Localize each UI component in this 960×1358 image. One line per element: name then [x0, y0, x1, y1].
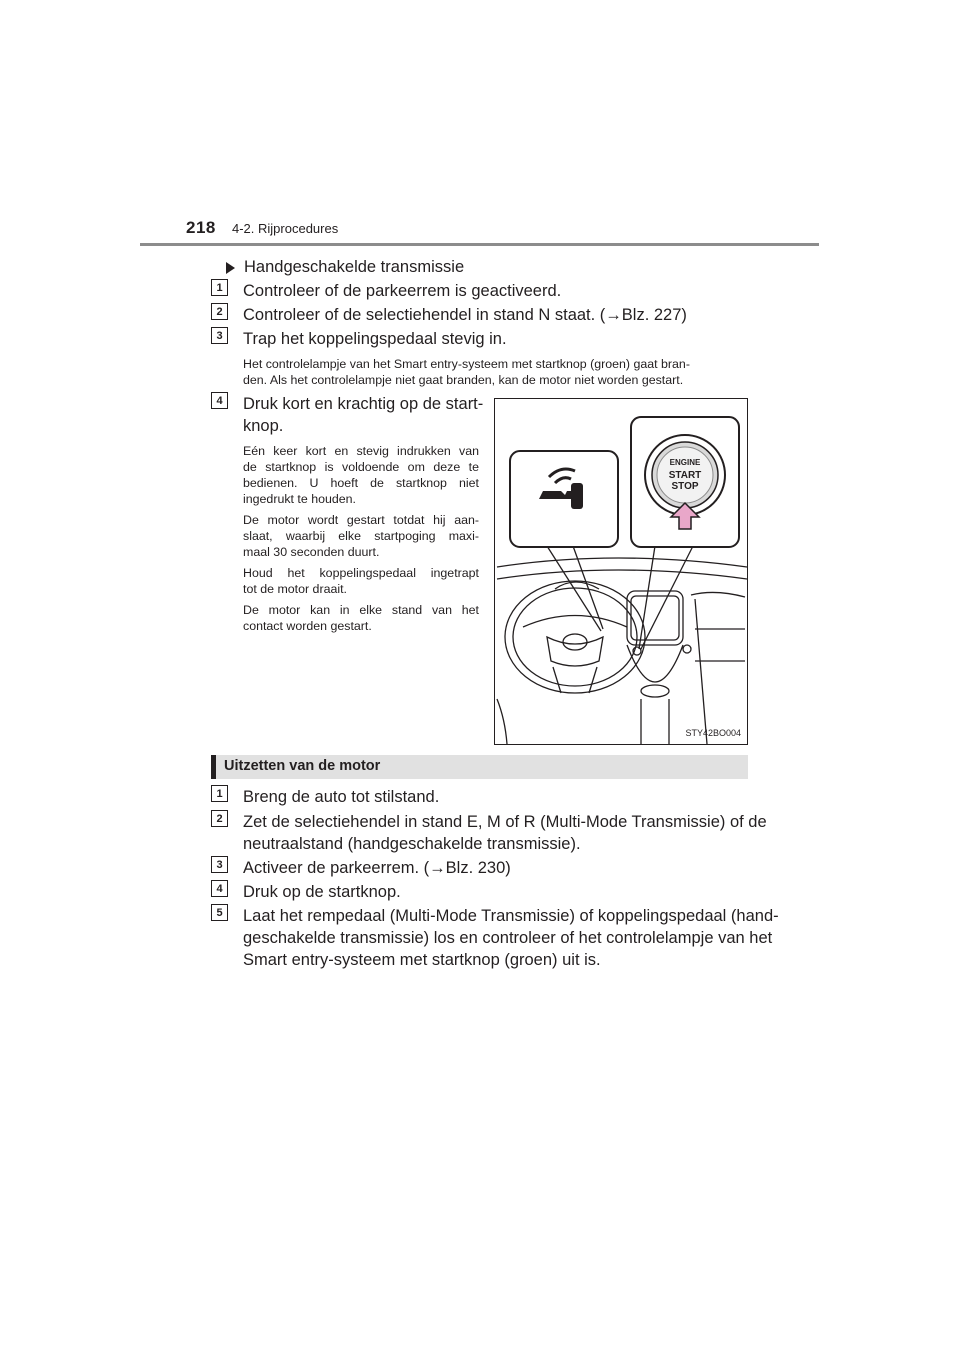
- note-line: Houd het koppelingspedaal ingetrapt: [243, 566, 479, 580]
- step-text: knop.: [243, 417, 284, 435]
- note-line: maal 30 seconden duurt.: [243, 545, 380, 559]
- step-number: 3: [211, 856, 228, 873]
- note-line: ingedrukt te houden.: [243, 492, 356, 506]
- bullet-triangle-icon: [226, 262, 235, 274]
- section-title: 4-2. Rijprocedures: [232, 221, 339, 236]
- button-label: STOP: [671, 481, 699, 492]
- step-text: Smart entry-systeem met startknop (groen) uit is.: [243, 951, 601, 969]
- step-text: Druk op de startknop.: [243, 883, 401, 901]
- step-number: 2: [211, 810, 228, 827]
- note-line: de startknop is voldoende om deze te: [243, 460, 479, 474]
- step-text: Laat het rempedaal (Multi-Mode Transmissie) of koppelingspedaal (hand-: [243, 907, 779, 925]
- note-line: De motor kan in elke stand van het: [243, 603, 479, 617]
- step-text: Controleer of de selectiehendel in stand N staat. (→Blz. 227): [243, 306, 687, 324]
- step-text: Activeer de parkeerrem. (→Blz. 230): [243, 859, 511, 877]
- note-line: De motor wordt gestart totdat hij aan-: [243, 513, 479, 527]
- note-line: slaat, waarbij elke startpoging maxi-: [243, 529, 479, 543]
- dashboard-drawing: [495, 399, 747, 744]
- figure-code: STY42BO004: [685, 728, 741, 738]
- note-line: contact worden gestart.: [243, 619, 372, 633]
- step-number: 1: [211, 785, 228, 802]
- note-line: tot de motor draait.: [243, 582, 347, 596]
- step4-notes: [243, 443, 479, 634]
- step-number: 1: [211, 279, 228, 296]
- subheading-manual: Handgeschakelde transmissie: [244, 258, 465, 276]
- step-text: Controleer of de parkeerrem is geactiveerd.: [243, 282, 562, 300]
- subsection-title: Uitzetten van de motor: [224, 758, 381, 774]
- header-rule: [140, 243, 819, 246]
- step-number: 4: [211, 392, 228, 409]
- note-line: bedienen. U hoeft de startknop niet: [243, 476, 479, 490]
- step-text: Breng de auto tot stilstand.: [243, 788, 440, 806]
- button-label: ENGINE: [669, 458, 701, 467]
- step-number: 4: [211, 880, 228, 897]
- page-number: 218: [186, 218, 216, 237]
- step-text: neutraalstand (handgeschakelde transmissie).: [243, 835, 581, 853]
- start-button-illustration: [494, 398, 748, 745]
- step-text: Trap het koppelingspedaal stevig in.: [243, 330, 507, 348]
- step-number: 3: [211, 327, 228, 344]
- step-number: 5: [211, 904, 228, 921]
- step-text: Zet de selectiehendel in stand E, M of R (Multi-Mode Transmissie) of de: [243, 813, 767, 831]
- subsection-header: [211, 755, 748, 779]
- step-text: Druk kort en krachtig op de start-: [243, 395, 484, 413]
- note-line: den. Als het controlelampje niet gaat branden, kan de motor niet worden gestart.: [243, 373, 684, 387]
- step-number: 2: [211, 303, 228, 320]
- subsection-bar: [211, 755, 216, 779]
- note-line: Het controlelampje van het Smart entry-systeem met startknop (groen) gaat bran-: [243, 357, 690, 371]
- note-line: Eén keer kort en stevig indrukken van: [243, 444, 479, 458]
- step-text: geschakelde transmissie) los en controleer of het controlelampje van het: [243, 929, 773, 947]
- button-label: START: [668, 470, 702, 481]
